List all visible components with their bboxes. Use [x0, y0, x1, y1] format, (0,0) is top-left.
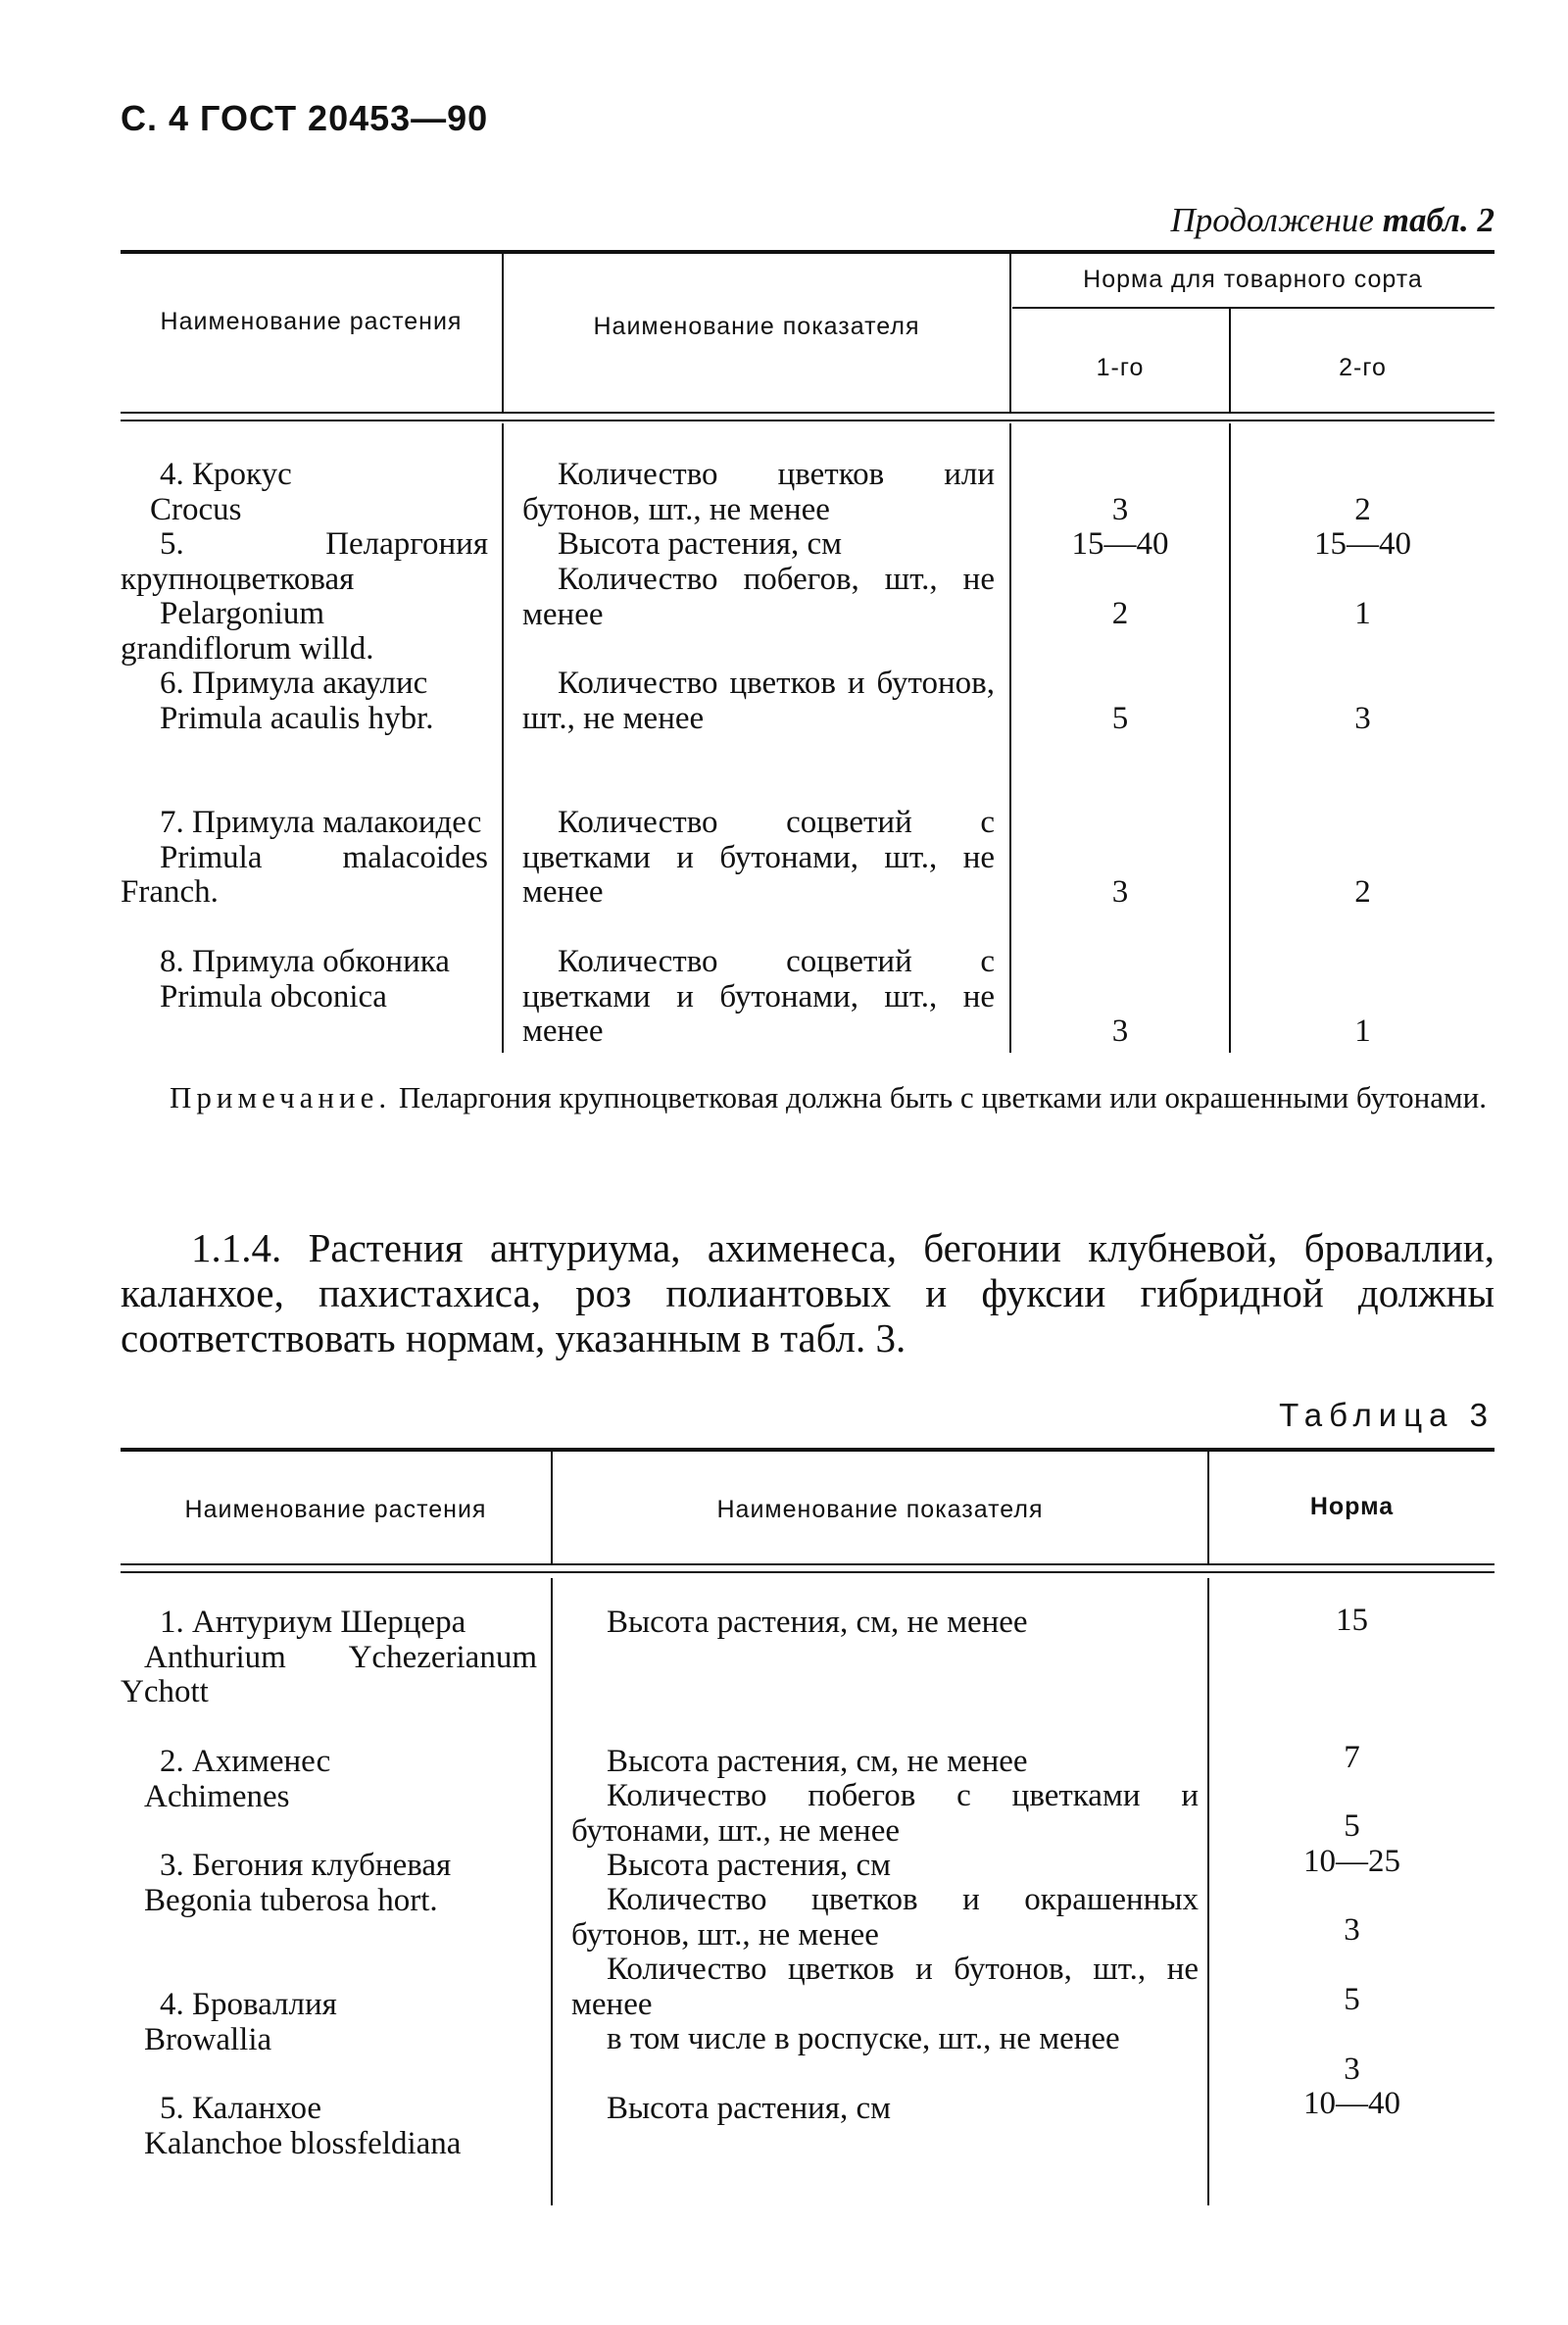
table3-row-indicator: Количество цветков и окрашенных бутонов, шт., не менее	[571, 1882, 1199, 1953]
table3-row-indicator: Количество побегов с цветками и бутонами, шт., не менее	[571, 1778, 1199, 1849]
table3-row-indicator: в том числе в роспуске, шт., не менее	[607, 2021, 1120, 2056]
table3-row-plant	[121, 2092, 537, 2161]
table3-row-norm: 5	[1344, 1982, 1360, 2017]
table2-row-indicator: Высота растения, см	[558, 526, 843, 562]
table3-row-norm: 15	[1336, 1603, 1368, 1638]
table2-col-norm-group: Норма для товарного сорта	[1083, 266, 1423, 293]
table2-row-grade2: 3	[1354, 701, 1371, 736]
table2-row-grade1: 3	[1111, 1014, 1129, 1049]
plant-name-ru: 5. Пеларгония крупноцветковая	[121, 526, 488, 597]
table2-row-plant	[121, 945, 488, 1014]
table3-row-plant	[121, 1745, 561, 1814]
table2-row-indicator: Количество цветков или бутонов, шт., не менее	[522, 457, 995, 527]
note-label: Примечание.	[170, 1080, 392, 1114]
table2-col-grade2: 2-го	[1339, 354, 1387, 381]
table2-row-grade1: 3	[1111, 492, 1129, 527]
table2-row-grade2: 1	[1354, 596, 1371, 631]
table3-col-indicator: Наименование показателя	[716, 1496, 1044, 1523]
table2-row-grade2: 15—40	[1314, 526, 1411, 562]
table2-row-indicator: Количество соцветий с цветками и бутонами, шт., не менее	[522, 805, 995, 910]
plant-name-lat: Primula malacoides Franch.	[121, 839, 488, 910]
continuation-label: Продолжение	[1170, 201, 1374, 239]
plant-name-lat: Browallia	[144, 2021, 272, 2057]
table3-row-plant	[121, 1988, 561, 2057]
table2-top-rule	[121, 250, 1494, 254]
plant-name-ru: 4. Броваллия	[160, 1987, 337, 2022]
table2-row-plant	[121, 667, 488, 736]
table2-row-grade1: 3	[1111, 874, 1129, 910]
table3-row-indicator: Высота растения, см, не менее	[607, 1744, 1028, 1779]
table3-header-rule-2	[121, 1571, 1494, 1573]
table3-row-indicator: Высота растения, см	[607, 2091, 892, 2126]
table2-row-indicator: Количество побегов, шт., не менее	[522, 562, 995, 632]
table2-row-plant	[121, 527, 488, 667]
table3-row-indicator: Высота растения, см, не менее	[607, 1605, 1028, 1640]
table2-row-grade2: 2	[1354, 874, 1371, 910]
table2-row-grade1: 5	[1111, 701, 1129, 736]
table3-row-norm: 3	[1344, 2052, 1360, 2087]
table3-row-indicator: Высота растения, см	[607, 1848, 892, 1883]
table3-row-norm: 10—40	[1303, 2086, 1400, 2121]
plant-name-lat: Primula acaulis hybr.	[160, 700, 434, 736]
table3-top-rule	[121, 1448, 1494, 1452]
plant-name-lat: Primula obconica	[160, 978, 387, 1014]
table3-row-norm: 5	[1344, 1808, 1360, 1844]
plant-name-ru: 4. Крокус	[160, 457, 292, 492]
table3-row-norm: 10—25	[1303, 1844, 1400, 1879]
table2-row-plant	[121, 806, 488, 911]
table2-note	[121, 1078, 1494, 1117]
table3-col-plant: Наименование растения	[184, 1496, 487, 1523]
plant-name-ru: 8. Примула обконика	[160, 944, 450, 979]
table2-row-grade1: 15—40	[1071, 526, 1169, 562]
table2-header-rule-2	[121, 420, 1494, 421]
table2-row-indicator: Количество цветков и бутонов, шт., не менее	[522, 666, 995, 736]
table2-row-grade1: 2	[1111, 596, 1129, 631]
table3-row-indicator: Количество цветков и бутонов, шт., не менее	[571, 1952, 1199, 2022]
plant-name-ru: 5. Каланхое	[160, 2091, 322, 2126]
plant-name-lat: Begonia tuberosa hort.	[144, 1882, 438, 1918]
table2-row-indicator: Количество соцветий с цветками и бутонами, шт., не менее	[522, 944, 995, 1049]
plant-name-lat: Crocus	[150, 491, 242, 527]
plant-name-lat: Kalanchoe blossfeldiana	[144, 2125, 462, 2161]
table2-header-rule-1	[121, 412, 1494, 414]
plant-name-lat: Pelargonium grandiflorum willd.	[121, 596, 374, 667]
table2-col-grade1: 1-го	[1096, 354, 1145, 381]
plant-name-ru: 6. Примула акаулис	[160, 666, 428, 701]
page-header: С. 4 ГОСТ 20453—90	[121, 98, 489, 138]
plant-name-ru: 2. Ахименес	[160, 1744, 331, 1779]
plant-name-lat: Anthurium Ychezerianum Ychott	[121, 1639, 537, 1709]
table2-col-indicator: Наименование показателя	[593, 313, 920, 340]
table2-row-plant	[121, 458, 488, 527]
plant-name-ru: 1. Антуриум Шерцера	[160, 1605, 466, 1640]
table2-group-rule	[1012, 307, 1494, 309]
plant-name-lat: Achimenes	[144, 1778, 290, 1814]
table3-row-plant	[121, 1606, 537, 1710]
table2-row-grade2: 2	[1354, 492, 1371, 527]
table3-row-plant	[121, 1849, 561, 1918]
plant-name-ru: 7. Примула малакоидес	[160, 805, 482, 840]
section-1-1-4-paragraph: 1.1.4. Растения антуриума, ахименеса, бегонии клубневой, броваллии, каланхое, пахистахиса, роз полиантовых и фуксии гибридной должны соответствовать нормам, указанным в табл. 3.	[121, 1225, 1494, 1360]
table2-col-plant: Наименование растения	[160, 308, 463, 335]
table3-row-norm: 3	[1344, 1912, 1360, 1948]
table2-body-vrule-1	[502, 423, 504, 1053]
table-continuation-caption	[1171, 201, 1494, 240]
table3-header-rule-1	[121, 1563, 1494, 1565]
table3-row-norm: 7	[1344, 1740, 1360, 1775]
continuation-table-ref: табл. 2	[1382, 201, 1494, 239]
table3-col-norm: Норма	[1309, 1493, 1395, 1520]
table2-row-grade2: 1	[1354, 1014, 1371, 1049]
table3-title: Таблица 3	[1279, 1397, 1494, 1433]
plant-name-ru: 3. Бегония клубневая	[160, 1848, 452, 1883]
note-text: Пеларгония крупноцветковая должна быть с цветками или окрашенными бутонами.	[398, 1080, 1487, 1114]
